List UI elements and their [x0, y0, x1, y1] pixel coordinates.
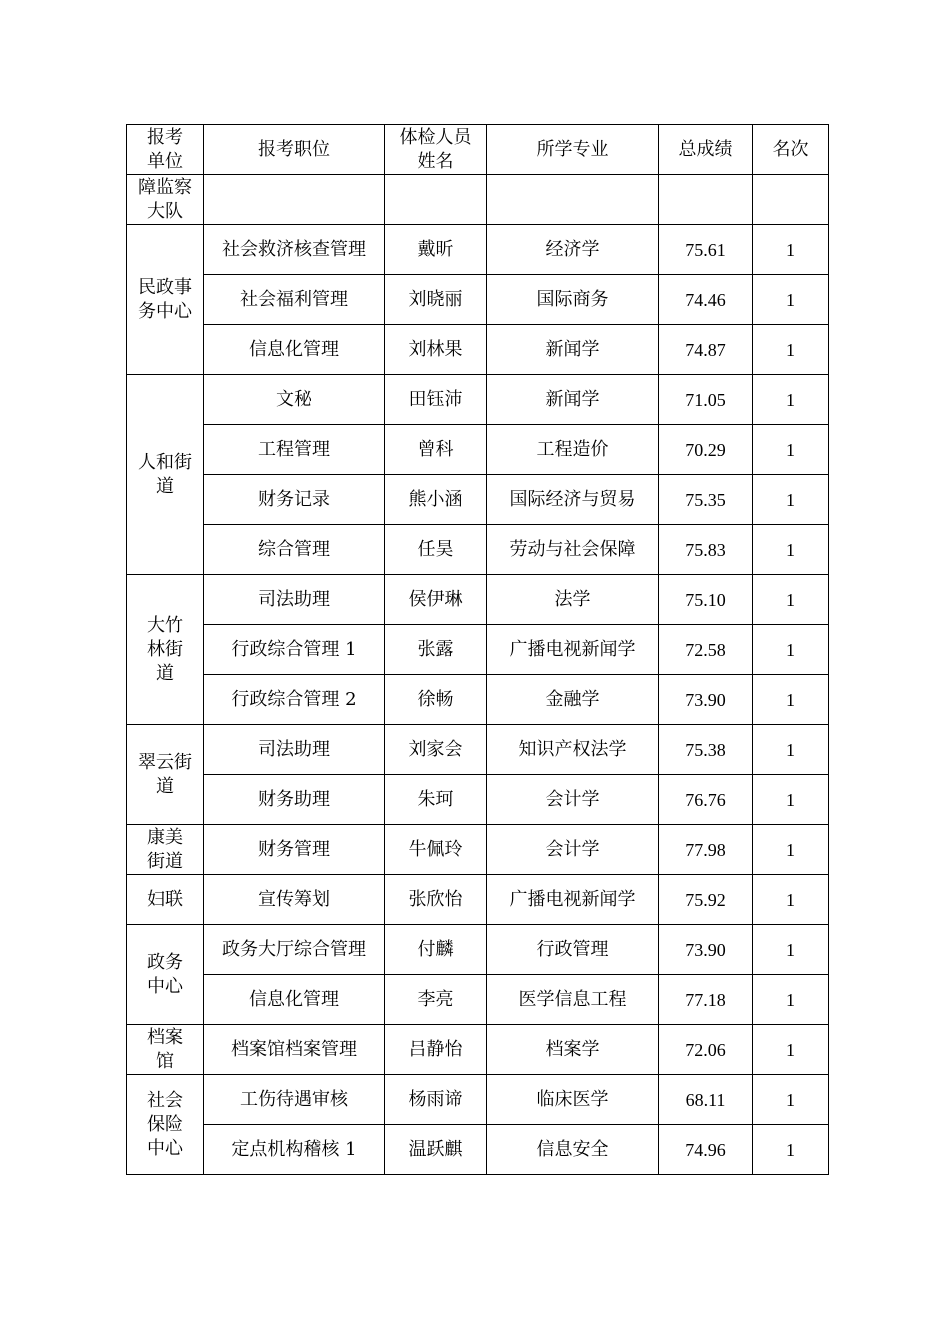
score-cell: 72.06	[659, 1025, 753, 1075]
position-cell: 文秘	[204, 375, 385, 425]
position-cell: 财务管理	[204, 825, 385, 875]
name-cell: 张欣怡	[385, 875, 487, 925]
position-cell: 财务助理	[204, 775, 385, 825]
table-row	[127, 375, 829, 425]
empty-cell	[753, 175, 829, 225]
position-cell: 宣传筹划	[204, 875, 385, 925]
major-cell: 档案学	[487, 1025, 659, 1075]
position-cell: 信息化管理	[204, 325, 385, 375]
name-cell: 刘林果	[385, 325, 487, 375]
major-cell: 会计学	[487, 825, 659, 875]
unit-cell: 妇联	[127, 875, 204, 925]
empty-cell	[204, 175, 385, 225]
unit-cell: 民政事务中心	[127, 225, 204, 375]
table-row	[127, 675, 829, 725]
major-cell: 知识产权法学	[487, 725, 659, 775]
table-row	[127, 1125, 829, 1175]
rank-cell: 1	[753, 975, 829, 1025]
name-cell: 戴昕	[385, 225, 487, 275]
empty-cell	[385, 175, 487, 225]
continued-unit: 障监察大队	[127, 175, 204, 225]
rank-cell: 1	[753, 925, 829, 975]
header-name: 体检人员姓名	[385, 125, 487, 175]
position-cell: 社会福利管理	[204, 275, 385, 325]
major-cell: 法学	[487, 575, 659, 625]
major-cell: 临床医学	[487, 1075, 659, 1125]
rank-cell: 1	[753, 1125, 829, 1175]
unit-cell: 大竹林街道	[127, 575, 204, 725]
table-row	[127, 875, 829, 925]
major-cell: 广播电视新闻学	[487, 625, 659, 675]
position-cell: 政务大厅综合管理	[204, 925, 385, 975]
name-cell: 付麟	[385, 925, 487, 975]
header-major: 所学专业	[487, 125, 659, 175]
rank-cell: 1	[753, 425, 829, 475]
major-cell: 国际经济与贸易	[487, 475, 659, 525]
name-cell: 吕静怡	[385, 1025, 487, 1075]
table-row	[127, 725, 829, 775]
unit-cell: 翠云街道	[127, 725, 204, 825]
unit-cell: 政务中心	[127, 925, 204, 1025]
score-cell: 75.38	[659, 725, 753, 775]
name-cell: 杨雨谛	[385, 1075, 487, 1125]
table-row	[127, 925, 829, 975]
continued-row	[127, 175, 829, 225]
unit-cell: 人和街道	[127, 375, 204, 575]
table-row	[127, 625, 829, 675]
unit-cell: 档案馆	[127, 1025, 204, 1075]
major-cell: 新闻学	[487, 375, 659, 425]
major-cell: 劳动与社会保障	[487, 525, 659, 575]
score-cell: 77.18	[659, 975, 753, 1025]
name-cell: 朱珂	[385, 775, 487, 825]
score-cell: 75.35	[659, 475, 753, 525]
rank-cell: 1	[753, 475, 829, 525]
score-cell: 75.61	[659, 225, 753, 275]
score-cell: 72.58	[659, 625, 753, 675]
position-cell: 综合管理	[204, 525, 385, 575]
position-cell: 工伤待遇审核	[204, 1075, 385, 1125]
rank-cell: 1	[753, 575, 829, 625]
table-row	[127, 575, 829, 625]
major-cell: 工程造价	[487, 425, 659, 475]
rank-cell: 1	[753, 825, 829, 875]
score-cell: 74.87	[659, 325, 753, 375]
major-cell: 行政管理	[487, 925, 659, 975]
rank-cell: 1	[753, 375, 829, 425]
table-row	[127, 325, 829, 375]
score-cell: 74.46	[659, 275, 753, 325]
score-cell: 73.90	[659, 675, 753, 725]
score-cell: 75.10	[659, 575, 753, 625]
table-row	[127, 425, 829, 475]
unit-cell: 康美街道	[127, 825, 204, 875]
name-cell: 刘晓丽	[385, 275, 487, 325]
table-row	[127, 975, 829, 1025]
table-row	[127, 225, 829, 275]
table-row	[127, 275, 829, 325]
rank-cell: 1	[753, 325, 829, 375]
name-cell: 曾科	[385, 425, 487, 475]
major-cell: 医学信息工程	[487, 975, 659, 1025]
major-cell: 广播电视新闻学	[487, 875, 659, 925]
position-cell: 信息化管理	[204, 975, 385, 1025]
name-cell: 侯伊琳	[385, 575, 487, 625]
major-cell: 会计学	[487, 775, 659, 825]
major-cell: 国际商务	[487, 275, 659, 325]
table-row	[127, 825, 829, 875]
position-cell: 社会救济核查管理	[204, 225, 385, 275]
score-cell: 76.76	[659, 775, 753, 825]
name-cell: 熊小涵	[385, 475, 487, 525]
table-row	[127, 775, 829, 825]
score-cell: 68.11	[659, 1075, 753, 1125]
major-cell: 信息安全	[487, 1125, 659, 1175]
header-rank: 名次	[753, 125, 829, 175]
rank-cell: 1	[753, 525, 829, 575]
score-cell: 75.92	[659, 875, 753, 925]
rank-cell: 1	[753, 625, 829, 675]
name-cell: 张露	[385, 625, 487, 675]
score-cell: 73.90	[659, 925, 753, 975]
position-cell: 司法助理	[204, 725, 385, 775]
table-row	[127, 475, 829, 525]
header-row	[127, 125, 829, 175]
score-cell: 71.05	[659, 375, 753, 425]
score-cell: 75.83	[659, 525, 753, 575]
position-cell: 行政综合管理 2	[204, 675, 385, 725]
header-position: 报考职位	[204, 125, 385, 175]
position-cell: 档案馆档案管理	[204, 1025, 385, 1075]
major-cell: 经济学	[487, 225, 659, 275]
name-cell: 刘家会	[385, 725, 487, 775]
rank-cell: 1	[753, 275, 829, 325]
name-cell: 牛佩玲	[385, 825, 487, 875]
results-table	[126, 124, 829, 1175]
rank-cell: 1	[753, 1075, 829, 1125]
rank-cell: 1	[753, 725, 829, 775]
position-cell: 司法助理	[204, 575, 385, 625]
rank-cell: 1	[753, 875, 829, 925]
position-cell: 定点机构稽核 1	[204, 1125, 385, 1175]
score-cell: 70.29	[659, 425, 753, 475]
empty-cell	[659, 175, 753, 225]
major-cell: 金融学	[487, 675, 659, 725]
header-unit: 报考单位	[127, 125, 204, 175]
score-cell: 74.96	[659, 1125, 753, 1175]
position-cell: 财务记录	[204, 475, 385, 525]
rank-cell: 1	[753, 225, 829, 275]
name-cell: 温跃麒	[385, 1125, 487, 1175]
header-score: 总成绩	[659, 125, 753, 175]
unit-cell: 社会保险中心	[127, 1075, 204, 1175]
position-cell: 行政综合管理 1	[204, 625, 385, 675]
name-cell: 任昊	[385, 525, 487, 575]
table-row	[127, 1025, 829, 1075]
name-cell: 田钰沛	[385, 375, 487, 425]
major-cell: 新闻学	[487, 325, 659, 375]
rank-cell: 1	[753, 775, 829, 825]
table-row	[127, 1075, 829, 1125]
position-cell: 工程管理	[204, 425, 385, 475]
table-row	[127, 525, 829, 575]
rank-cell: 1	[753, 1025, 829, 1075]
empty-cell	[487, 175, 659, 225]
name-cell: 徐畅	[385, 675, 487, 725]
score-cell: 77.98	[659, 825, 753, 875]
name-cell: 李亮	[385, 975, 487, 1025]
rank-cell: 1	[753, 675, 829, 725]
